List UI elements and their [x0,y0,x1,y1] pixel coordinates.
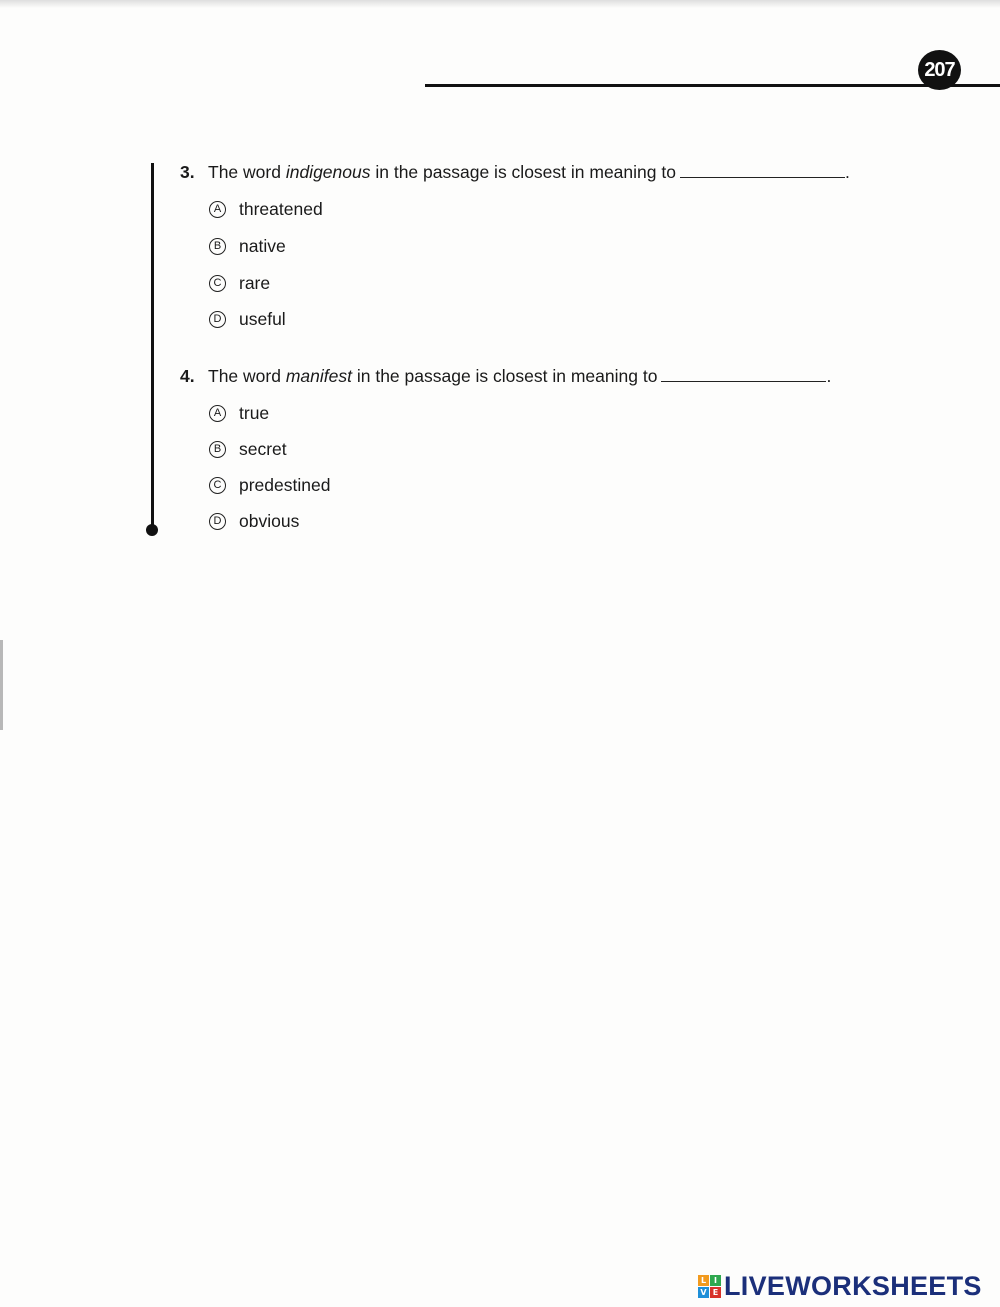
question-end: . [826,366,832,386]
option-text: native [239,236,286,256]
header-rule [425,84,1000,87]
option-text: predestined [239,475,331,495]
question-3-option-b[interactable] [209,235,286,257]
option-text: obvious [239,511,300,531]
question-suffix: in the passage is closest in meaning to [356,366,658,386]
logo-text: LIVEWORKSHEETS [724,1271,982,1301]
question-number: 4. [180,366,195,386]
option-letter-circle[interactable]: A [209,405,226,422]
scan-edge-left [0,640,3,730]
logo-block: I [710,1275,721,1286]
question-keyword: indigenous [285,162,371,182]
answer-blank[interactable] [680,165,845,178]
question-3-option-a[interactable] [209,198,323,220]
option-letter-circle[interactable]: D [209,311,226,328]
option-text: useful [239,309,286,329]
question-3-option-c[interactable] [209,272,270,294]
question-3 [180,161,850,183]
question-4-option-c[interactable] [209,474,330,496]
question-3-option-d[interactable] [209,308,286,330]
option-letter-circle[interactable]: B [209,441,226,458]
question-4-option-b[interactable] [209,438,287,460]
page-number-badge: 207 [918,50,961,90]
option-letter-circle[interactable]: C [209,477,226,494]
question-suffix: in the passage is closest in meaning to [375,162,676,182]
option-text: rare [239,273,271,293]
question-number: 3. [180,162,195,182]
option-text: secret [239,439,287,459]
option-letter-circle[interactable]: D [209,513,226,530]
question-4 [180,365,831,387]
option-text: true [239,403,270,423]
question-end: . [844,162,850,182]
question-4-option-d[interactable] [209,510,299,532]
question-4-option-a[interactable] [209,402,269,424]
question-prefix: The word [208,162,281,182]
option-letter-circle[interactable]: C [209,275,226,292]
logo-block: E [710,1287,721,1298]
section-bar-end-dot [146,524,158,536]
scan-edge-top [0,0,1000,8]
logo-blocks-icon [698,1275,721,1298]
logo-block: L [698,1275,709,1286]
option-letter-circle[interactable]: B [209,238,226,255]
answer-blank[interactable] [661,369,826,382]
section-bar [151,163,154,527]
option-text: threatened [239,199,323,219]
logo-block: V [698,1287,709,1298]
question-keyword: manifest [285,366,352,386]
liveworksheets-logo [698,1271,982,1302]
question-prefix: The word [208,366,281,386]
option-letter-circle[interactable]: A [209,201,226,218]
